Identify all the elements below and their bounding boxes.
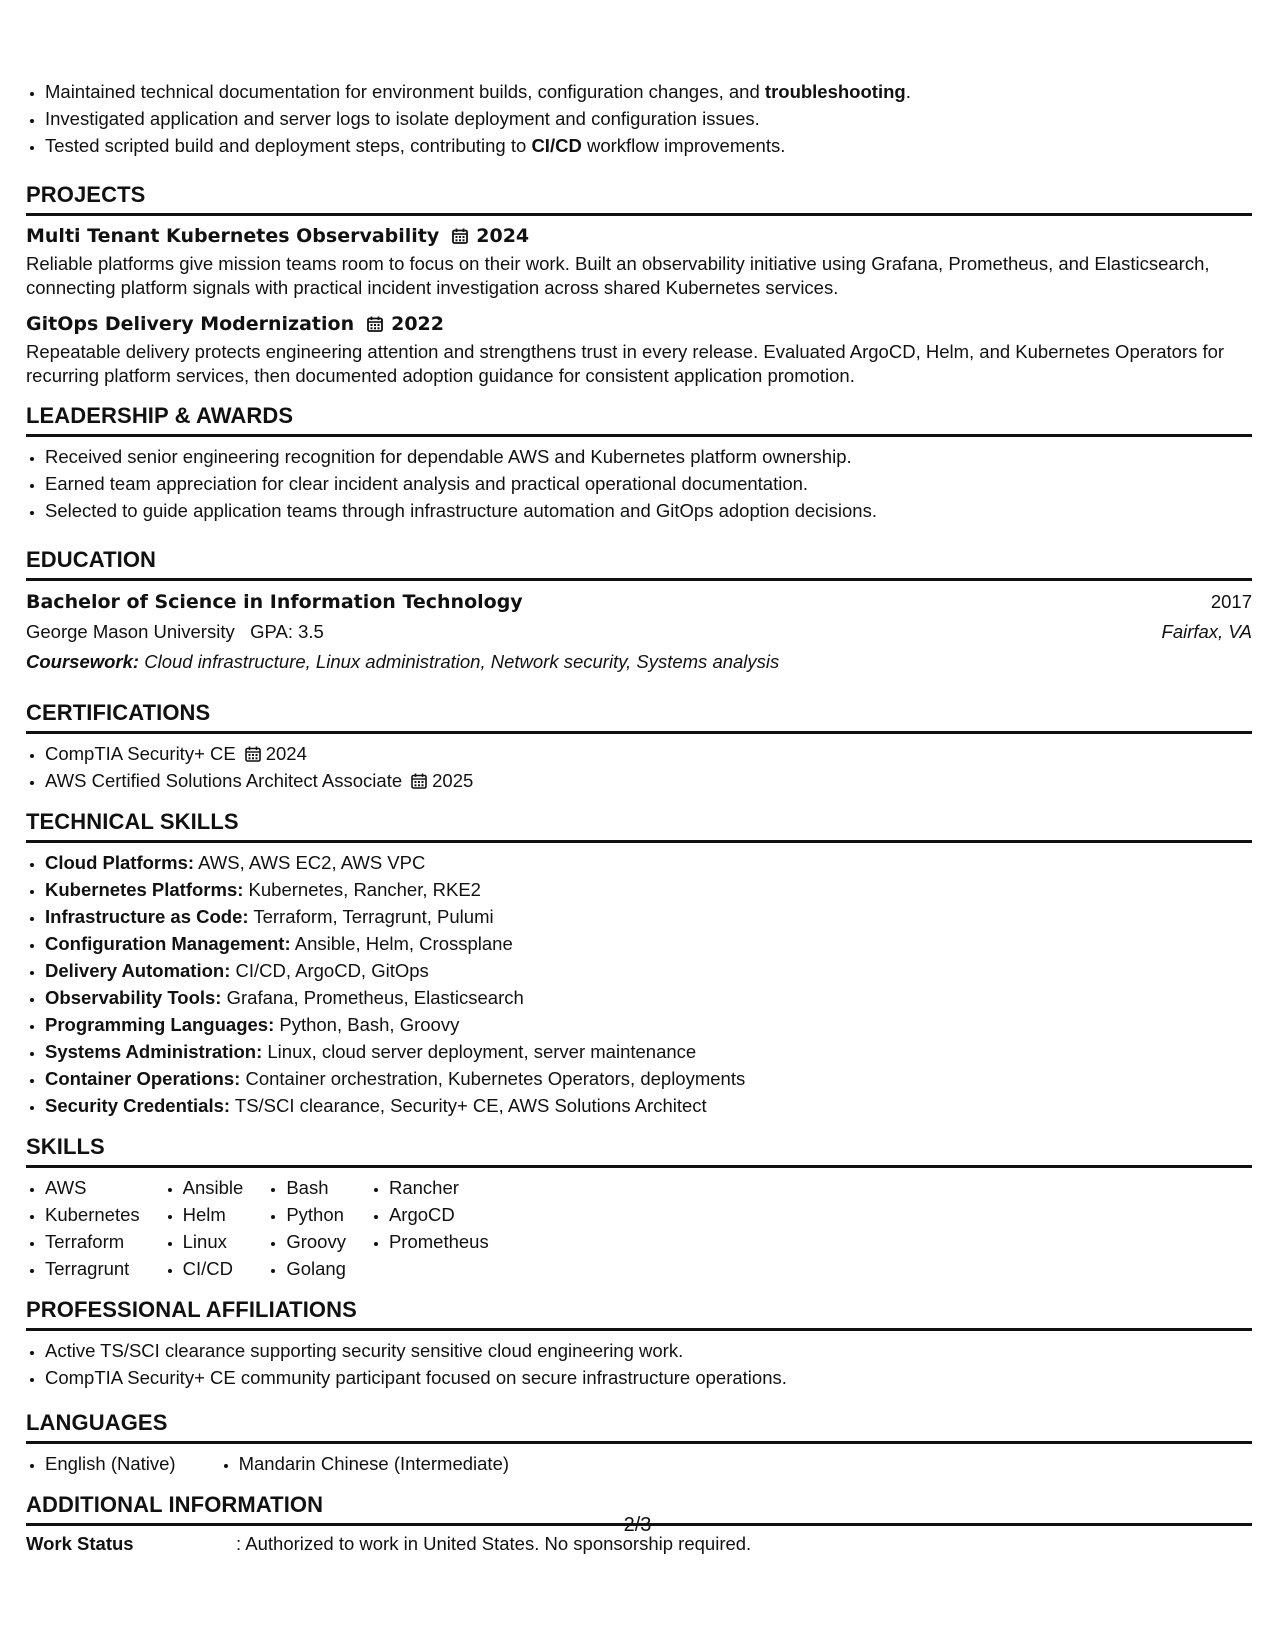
technical-skills-list bbox=[26, 849, 1252, 1119]
year-text: 2022 bbox=[391, 313, 444, 335]
education-section bbox=[26, 546, 1252, 677]
list-item: • Terragrunt bbox=[45, 1255, 140, 1282]
certification-name: • CompTIA Security+ CE bbox=[45, 743, 236, 764]
skill-category: Cloud Platforms: bbox=[45, 852, 195, 873]
education-school-row bbox=[26, 617, 1252, 647]
leadership-list bbox=[26, 443, 1252, 524]
calendar-icon bbox=[244, 745, 262, 763]
affiliations-list bbox=[26, 1337, 1252, 1391]
list-item bbox=[45, 1011, 1252, 1038]
year-text: 2025 bbox=[432, 770, 474, 791]
list-item: • Groovy bbox=[286, 1228, 346, 1255]
bullet-text: workflow improvements. bbox=[581, 135, 786, 156]
list-item: • Bash bbox=[286, 1174, 346, 1201]
section-title: ADDITIONAL INFORMATION bbox=[26, 1491, 1252, 1526]
section-title: TECHNICAL SKILLS bbox=[26, 808, 1252, 843]
skill-category: Kubernetes Platforms: bbox=[45, 879, 244, 900]
skills-column bbox=[26, 1174, 140, 1282]
skill-category: Container Operations: bbox=[45, 1068, 241, 1089]
certification-name: • AWS Certified Solutions Architect Associate bbox=[45, 770, 403, 791]
list-item: • Active TS/SCI clearance supporting security sensitive cloud engineering work. bbox=[45, 1337, 1252, 1364]
coursework-text: Cloud infrastructure, Linux administration, Network security, Systems analysis bbox=[144, 651, 780, 672]
list-item: • Ansible bbox=[183, 1174, 244, 1201]
affiliations-section bbox=[26, 1296, 1252, 1391]
skills-column bbox=[164, 1174, 244, 1282]
skill-category: Systems Administration: bbox=[45, 1041, 263, 1062]
work-status-label: Work Status bbox=[26, 1533, 134, 1554]
degree-name: Bachelor of Science in Information Technology bbox=[26, 591, 523, 613]
education-degree-row bbox=[26, 587, 1252, 617]
calendar-icon bbox=[410, 772, 428, 790]
list-item bbox=[45, 767, 1252, 794]
project-title bbox=[26, 310, 1252, 338]
skill-category: Security Credentials: bbox=[45, 1095, 231, 1116]
bullet-bold: CI/CD bbox=[531, 135, 582, 156]
certifications-list bbox=[26, 740, 1252, 794]
skill-values: CI/CD, ArgoCD, GitOps bbox=[235, 960, 429, 981]
list-item bbox=[45, 78, 1252, 105]
bullet-text: Maintained technical documentation for environment builds, configuration changes, and bbox=[45, 81, 765, 102]
skill-values: Kubernetes, Rancher, RKE2 bbox=[248, 879, 481, 900]
skill-category: Configuration Management: bbox=[45, 933, 291, 954]
list-item: • Linux bbox=[183, 1228, 244, 1255]
skill-values: AWS, AWS EC2, AWS VPC bbox=[198, 852, 426, 873]
skill-values: Container orchestration, Kubernetes Operators, deployments bbox=[245, 1068, 746, 1089]
list-item bbox=[45, 1092, 1252, 1119]
skills-section bbox=[26, 1133, 1252, 1282]
project-year bbox=[451, 222, 529, 250]
school-name: George Mason University bbox=[26, 621, 235, 642]
skill-values: Python, Bash, Groovy bbox=[279, 1014, 460, 1035]
calendar-icon bbox=[451, 227, 469, 245]
bullet-text: Investigated application and server logs to isolate deployment and configuration issues. bbox=[45, 108, 760, 129]
list-item: • Selected to guide application teams through infrastructure automation and GitOps adoption decisions. bbox=[45, 497, 1252, 524]
leadership-section bbox=[26, 402, 1252, 524]
project-title bbox=[26, 222, 1252, 250]
list-item: • Received senior engineering recognition for dependable AWS and Kubernetes platform ownership. bbox=[45, 443, 1252, 470]
skill-values: Ansible, Helm, Crossplane bbox=[294, 933, 513, 954]
skill-category: Observability Tools: bbox=[45, 987, 222, 1008]
list-item bbox=[45, 984, 1252, 1011]
list-item: • CI/CD bbox=[183, 1255, 244, 1282]
bullet-bold: troubleshooting bbox=[764, 81, 906, 102]
certifications-section bbox=[26, 699, 1252, 794]
resume-page bbox=[26, 78, 1252, 1558]
section-title: PROFESSIONAL AFFILIATIONS bbox=[26, 1296, 1252, 1331]
bullet-text: Tested scripted build and deployment steps, contributing to bbox=[45, 135, 532, 156]
coursework-label: Coursework: bbox=[26, 651, 140, 672]
calendar-icon bbox=[366, 315, 384, 333]
year-text: 2024 bbox=[476, 225, 530, 247]
experience-bullets bbox=[26, 78, 1252, 159]
list-item: • Rancher bbox=[389, 1174, 489, 1201]
bullet-text: . bbox=[905, 81, 911, 102]
list-item bbox=[45, 132, 1252, 159]
list-item: • AWS bbox=[45, 1174, 140, 1201]
skills-columns bbox=[26, 1174, 1252, 1282]
list-item: • Earned team appreciation for clear incident analysis and practical operational documentation. bbox=[45, 470, 1252, 497]
section-title: LEADERSHIP & AWARDS bbox=[26, 402, 1252, 437]
section-title: SKILLS bbox=[26, 1133, 1252, 1168]
list-item bbox=[45, 1065, 1252, 1092]
languages-row bbox=[26, 1450, 1252, 1477]
list-item bbox=[45, 849, 1252, 876]
list-item bbox=[45, 740, 1252, 767]
project-year bbox=[366, 310, 444, 338]
list-item: • Python bbox=[286, 1201, 346, 1228]
project-name: GitOps Delivery Modernization bbox=[26, 313, 355, 335]
list-item: • Prometheus bbox=[389, 1228, 489, 1255]
project-name: Multi Tenant Kubernetes Observability bbox=[26, 225, 440, 247]
list-item: • Kubernetes bbox=[45, 1201, 140, 1228]
list-item bbox=[45, 957, 1252, 984]
skill-values: TS/SCI clearance, Security+ CE, AWS Solutions Architect bbox=[234, 1095, 707, 1116]
page-number: 2/3 bbox=[623, 1514, 652, 1536]
list-item bbox=[45, 930, 1252, 957]
skill-values: Terraform, Terragrunt, Pulumi bbox=[253, 906, 494, 927]
coursework bbox=[26, 647, 1252, 677]
list-item bbox=[45, 1038, 1252, 1065]
section-title: EDUCATION bbox=[26, 546, 1252, 581]
list-item: • Golang bbox=[286, 1255, 346, 1282]
project-description: Reliable platforms give mission teams room to focus on their work. Built an observability initiative using Grafana, Prometheus, and Elasticsearch, connecting platform signals with practical incident investigation across shared Kubernetes services. bbox=[26, 253, 1210, 298]
graduation-year: 2017 bbox=[1210, 591, 1252, 612]
section-title: CERTIFICATIONS bbox=[26, 699, 1252, 734]
list-item bbox=[45, 903, 1252, 930]
list-item: • English (Native) bbox=[45, 1450, 176, 1477]
technical-skills-section bbox=[26, 808, 1252, 1119]
projects-section bbox=[26, 181, 1252, 388]
project-description: Repeatable delivery protects engineering attention and strengthens trust in every release. Evaluated ArgoCD, Helm, and Kubernetes Operators for recurring platform services, then documented adoption guidance for consistent application promotion. bbox=[26, 341, 1225, 386]
skill-category: Programming Languages: bbox=[45, 1014, 275, 1035]
list-item: • Mandarin Chinese (Intermediate) bbox=[239, 1450, 509, 1477]
year-text: 2024 bbox=[265, 743, 307, 764]
skills-column bbox=[370, 1174, 489, 1282]
section-title: PROJECTS bbox=[26, 181, 1252, 216]
skill-category: Delivery Automation: bbox=[45, 960, 231, 981]
skill-values: Grafana, Prometheus, Elasticsearch bbox=[226, 987, 524, 1008]
list-item: • Helm bbox=[183, 1201, 244, 1228]
gpa: GPA: 3.5 bbox=[250, 621, 324, 642]
skill-category: Infrastructure as Code: bbox=[45, 906, 249, 927]
languages-section bbox=[26, 1409, 1252, 1477]
skills-column bbox=[267, 1174, 346, 1282]
list-item: • CompTIA Security+ CE community participant focused on secure infrastructure operations. bbox=[45, 1364, 1252, 1391]
list-item: • Terraform bbox=[45, 1228, 140, 1255]
list-item bbox=[45, 105, 1252, 132]
list-item bbox=[45, 876, 1252, 903]
section-title: LANGUAGES bbox=[26, 1409, 1252, 1444]
work-status-value: : Authorized to work in United States. No sponsorship required. bbox=[236, 1533, 752, 1554]
list-item: • ArgoCD bbox=[389, 1201, 489, 1228]
school-location: Fairfax, VA bbox=[1161, 621, 1252, 642]
skill-values: Linux, cloud server deployment, server maintenance bbox=[267, 1041, 697, 1062]
